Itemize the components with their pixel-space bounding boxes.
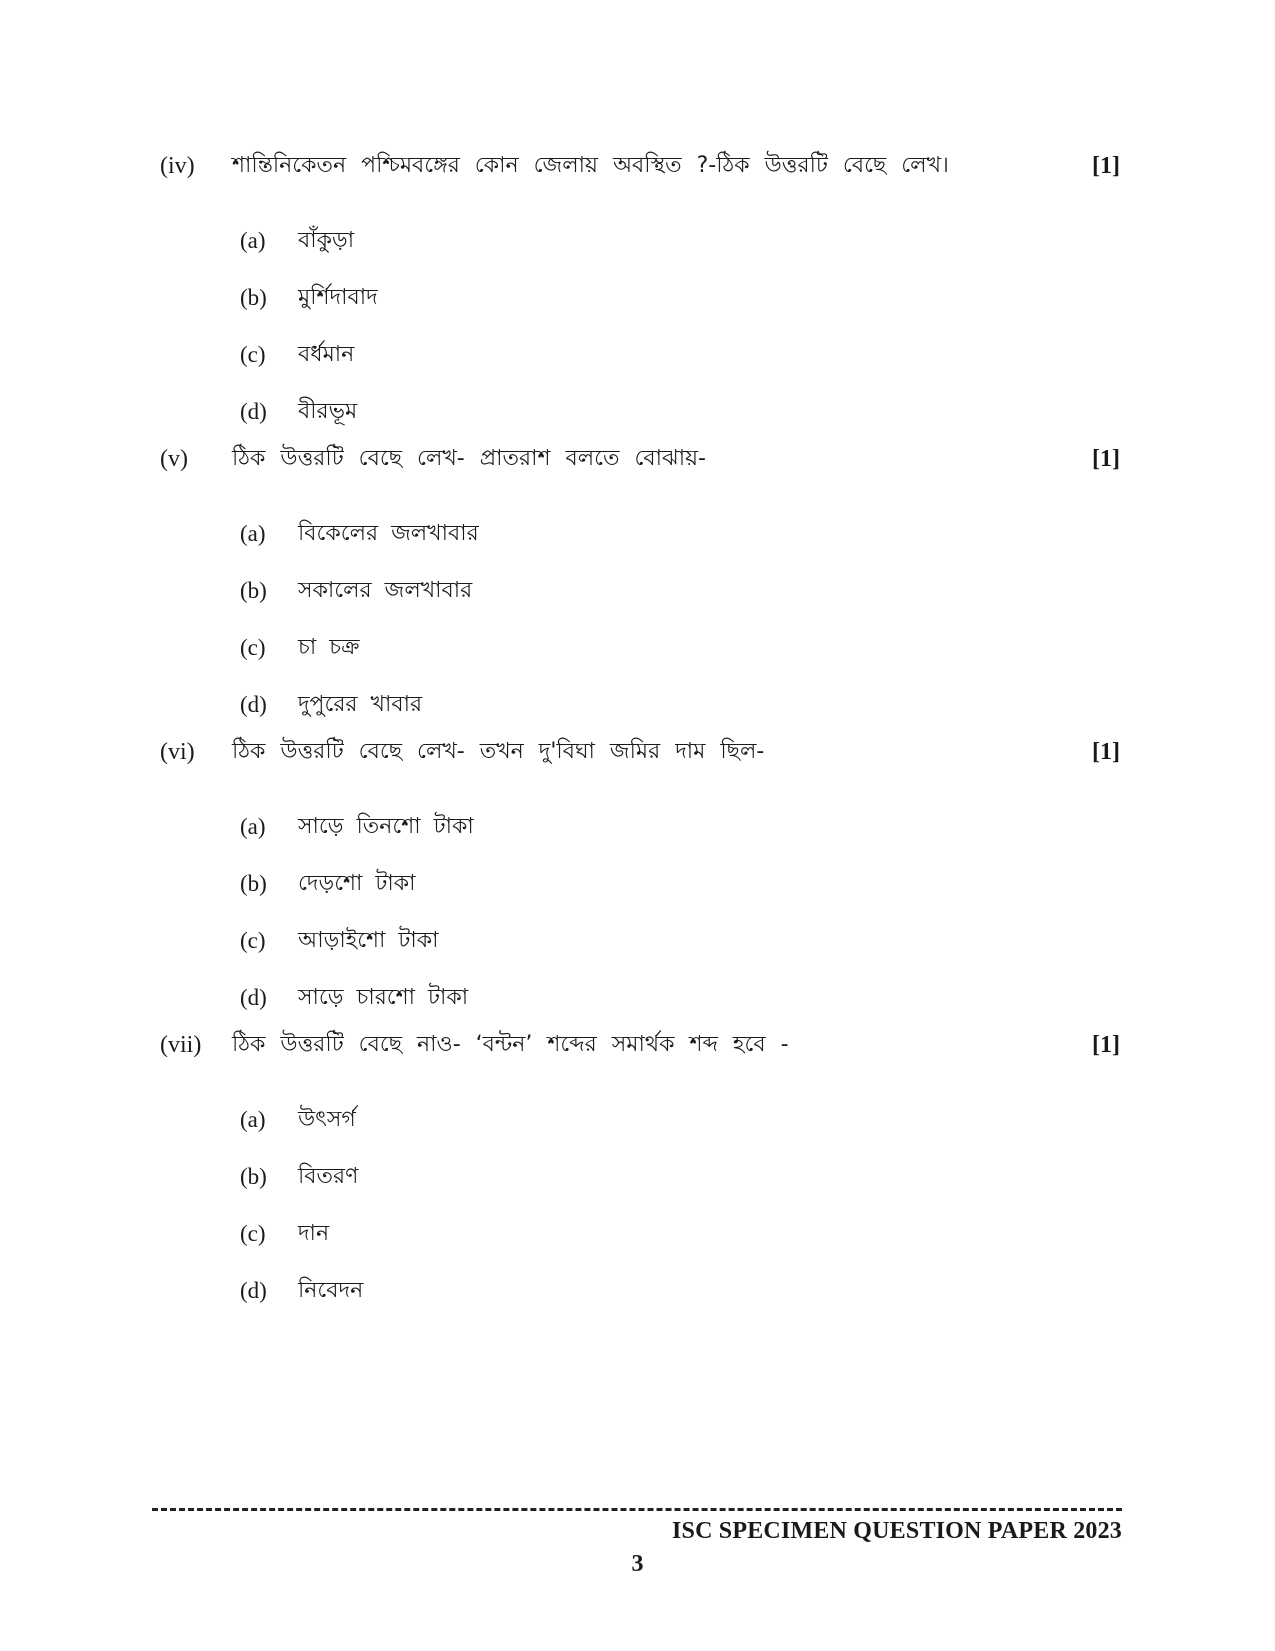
option-d — [240, 1262, 1120, 1319]
option-d — [240, 676, 1120, 733]
option-b — [240, 855, 1120, 912]
option-text: উৎসর্গ — [298, 1107, 356, 1132]
option-b — [240, 1148, 1120, 1205]
option-a — [240, 212, 1120, 269]
option-letter: (d) — [240, 985, 267, 1010]
option-list — [160, 798, 1120, 1026]
option-text: আড়াইশো টাকা — [298, 928, 439, 953]
option-letter: (c) — [240, 1221, 266, 1246]
question-number: (vi) — [160, 739, 195, 765]
option-text: বিতরণ — [298, 1164, 359, 1189]
page-number: 3 — [631, 1551, 644, 1577]
question-vii — [160, 1025, 1120, 1319]
question-number: (vii) — [160, 1032, 202, 1058]
question-marks: [1] — [1092, 153, 1120, 179]
option-text: মুর্শিদাবাদ — [298, 285, 378, 310]
option-d — [240, 969, 1120, 1026]
option-letter: (d) — [240, 399, 267, 424]
option-letter: (b) — [240, 285, 267, 310]
option-letter: (b) — [240, 871, 267, 896]
question-header — [160, 146, 1120, 186]
question-v — [160, 439, 1120, 733]
option-a — [240, 1091, 1120, 1148]
option-text: চা চক্র — [298, 635, 360, 660]
option-text: দান — [298, 1221, 330, 1246]
question-header — [160, 1025, 1120, 1065]
option-d — [240, 383, 1120, 440]
option-text: দুপুরের খাবার — [298, 692, 423, 717]
option-letter: (b) — [240, 578, 267, 603]
option-c — [240, 1205, 1120, 1262]
option-list — [160, 212, 1120, 440]
question-number: (iv) — [160, 153, 195, 179]
question-marks: [1] — [1092, 1032, 1120, 1058]
question-text: ঠিক উত্তরটি বেছে লেখ- তখন দু'বিঘা জমির দাম ছিল- — [232, 739, 765, 764]
option-text: সাড়ে তিনশো টাকা — [298, 814, 474, 839]
option-letter: (c) — [240, 342, 266, 367]
option-text: বর্ধমান — [298, 342, 355, 367]
question-marks: [1] — [1092, 739, 1120, 765]
option-letter: (a) — [240, 521, 266, 546]
option-letter: (b) — [240, 1164, 267, 1189]
option-text: দেড়শো টাকা — [298, 871, 416, 896]
question-iv — [160, 146, 1120, 440]
footer-title: ISC SPECIMEN QUESTION PAPER 2023 — [671, 1518, 1122, 1544]
option-letter: (a) — [240, 1107, 266, 1132]
option-list — [160, 1091, 1120, 1319]
footer-divider — [152, 1508, 1122, 1511]
option-a — [240, 505, 1120, 562]
question-marks: [1] — [1092, 446, 1120, 472]
question-text: ঠিক উত্তরটি বেছে লেখ- প্রাতরাশ বলতে বোঝায়- — [232, 446, 706, 471]
option-c — [240, 619, 1120, 676]
question-text: শান্তিনিকেতন পশ্চিমবঙ্গের কোন জেলায় অবস্থিত ?-ঠিক উত্তরটি বেছে লেখ। — [232, 153, 949, 178]
option-c — [240, 912, 1120, 969]
option-b — [240, 269, 1120, 326]
question-header — [160, 439, 1120, 479]
option-text: সকালের জলখাবার — [298, 578, 473, 603]
option-letter: (c) — [240, 928, 266, 953]
option-text: সাড়ে চারশো টাকা — [298, 985, 469, 1010]
option-text: বাঁকুড়া — [298, 228, 355, 253]
option-letter: (a) — [240, 228, 266, 253]
option-c — [240, 326, 1120, 383]
option-letter: (d) — [240, 692, 267, 717]
option-b — [240, 562, 1120, 619]
option-letter: (d) — [240, 1278, 267, 1303]
option-text: বীরভূম — [298, 399, 358, 424]
option-text: বিকেলের জলখাবার — [298, 521, 479, 546]
option-letter: (c) — [240, 635, 266, 660]
option-letter: (a) — [240, 814, 266, 839]
question-vi — [160, 732, 1120, 1026]
question-number: (v) — [160, 446, 188, 472]
question-text: ঠিক উত্তরটি বেছে নাও- ‘বন্টন’ শব্দের সমার্থক শব্দ হবে - — [232, 1032, 789, 1057]
option-a — [240, 798, 1120, 855]
question-header — [160, 732, 1120, 772]
option-list — [160, 505, 1120, 733]
option-text: নিবেদন — [298, 1278, 364, 1303]
